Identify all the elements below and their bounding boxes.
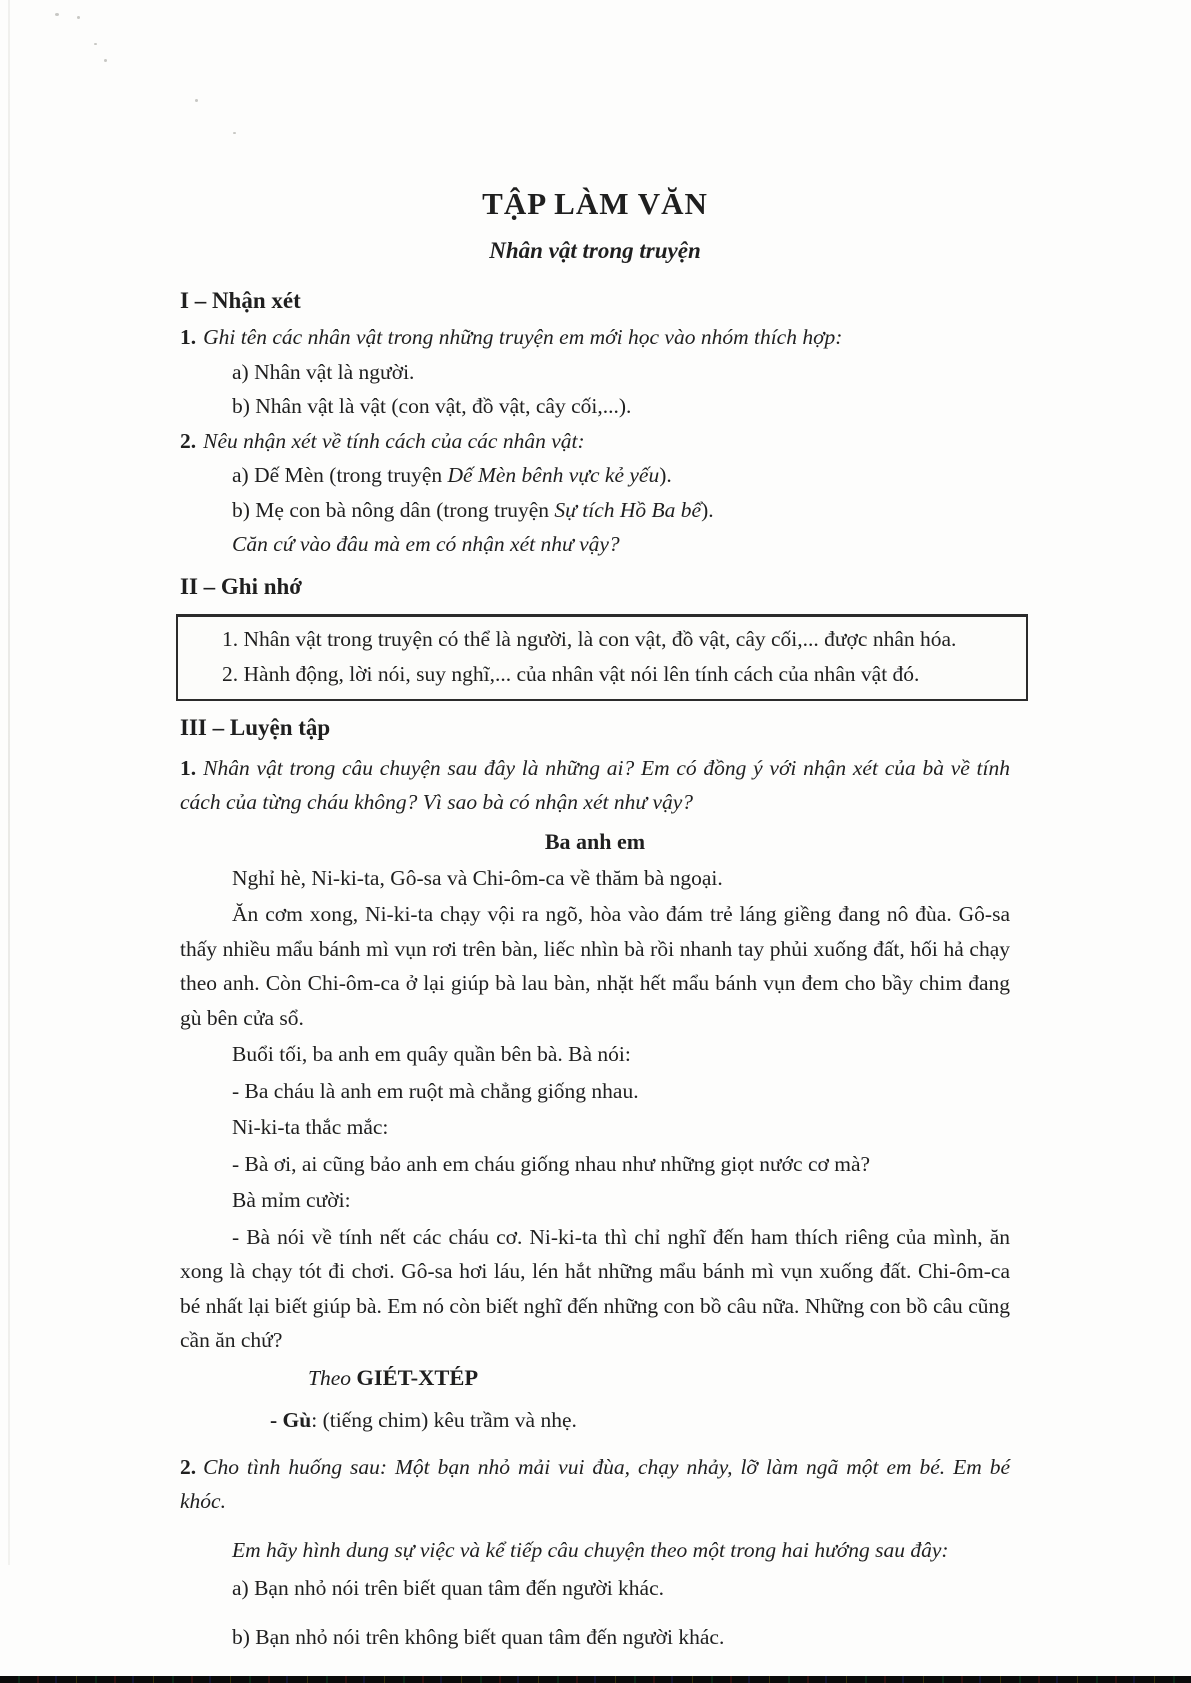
glossary-term: - Gù	[270, 1408, 312, 1432]
story-title-reference: Sự tích Hồ Ba bể	[554, 497, 702, 522]
glossary-definition: : (tiếng chim) kêu trầm và nhẹ.	[311, 1408, 577, 1432]
item-number: 1.	[180, 755, 197, 780]
story-paragraph: Ni-ki-ta thắc mắc:	[232, 1115, 389, 1139]
option-text: ).	[701, 497, 714, 522]
story-title-reference: Dế Mèn bênh vực kẻ yếu	[447, 463, 660, 487]
story-paragraph: - Bà nói về tính nết các cháu cơ. Ni-ki-ta thì chỉ nghĩ đến ham thích riêng của mình, ăn xong là chạy tót đi chơi. Gô-sa hơi láu, lén hắt những mẩu bánh mì vụn xuống đất. Chi-ôm-ca bé nhất lại biết giúp bà. Em nó còn biết nghĩ đến những con bồ câu nữa. Những con bồ câu cũng cần ăn chứ?	[180, 1224, 1010, 1352]
practice-2-instruction: Em hãy hình dung sự việc và kể tiếp câu chuyện theo một trong hai hướng sau đây:	[232, 1537, 949, 1562]
option-text: ).	[659, 463, 672, 487]
item-number: 2.	[180, 428, 197, 453]
scan-bottom-edge-bar	[0, 1676, 1191, 1683]
practice-2-option-b: b) Bạn nhỏ nói trên không biết quan tâm đến người khác.	[232, 1624, 725, 1649]
practice-2-option-a: a) Bạn nhỏ nói trên biết quan tâm đến người khác.	[232, 1576, 665, 1600]
memo-line-2: 2. Hành động, lời nói, suy nghĩ,... của nhân vật nói lên tính cách của nhân vật đó.	[222, 661, 920, 686]
attribution-prefix: Theo	[308, 1365, 357, 1390]
option-text: a) Dế Mèn (trong truyện	[232, 463, 448, 487]
item-text: Ghi tên các nhân vật trong những truyện em mới học vào nhóm thích hợp:	[203, 325, 843, 349]
attribution-source: GIÉT-XTÉP	[356, 1364, 479, 1390]
practice-1-prompt	[180, 751, 1010, 820]
section-1-heading: I – Nhận xét	[180, 288, 301, 313]
story-title: Ba anh em	[544, 828, 646, 854]
item-text: Nhân vật trong câu chuyện sau đây là những ai? Em có đồng ý với nhận xét của bà về tính cách của từng cháu không? Vì sao bà có nhận xét như vậy?	[180, 755, 1010, 814]
story-paragraph: Bà mỉm cười:	[232, 1188, 351, 1212]
story-dialogue-line: - Bà ơi, ai cũng bảo anh em cháu giống nhau như những giọt nước cơ mà?	[232, 1151, 871, 1176]
practice-2-prompt	[180, 1450, 1010, 1519]
story-paragraph: Ăn cơm xong, Ni-ki-ta chạy vội ra ngõ, hòa vào đám trẻ láng giềng đang nô đùa. Gô-sa thấy nhiều mẩu bánh mì vụn rơi trên bàn, liếc nhìn bà rồi nhanh tay phủi xuống đất, hối hả chạy theo anh. Còn Chi-ôm-ca ở lại giúp bà lau bàn, nhặt hết mẩu bánh vụn đem cho bầy chim đang gù bên cửa sổ.	[180, 902, 1010, 1030]
exercise-1-prompt	[180, 320, 1010, 355]
item-text: Cho tình huống sau: Một bạn nhỏ mải vui đùa, chạy nhảy, lỡ làm ngã một em bé. Em bé khóc.	[180, 1454, 1010, 1513]
exercise-1-option-a: a) Nhân vật là người.	[232, 359, 415, 384]
exercise-2-option-a	[180, 458, 1010, 493]
page-title: TẬP LÀM VĂN	[482, 186, 708, 221]
section-3-heading: III – Luyện tập	[180, 714, 331, 740]
page-subtitle: Nhân vật trong truyện	[489, 238, 701, 263]
exercise-2-option-b	[180, 493, 1010, 528]
memo-box	[176, 614, 1028, 701]
glossary-note	[180, 1403, 1010, 1438]
exercise-2-prompt	[180, 424, 1010, 459]
story-paragraph: Buổi tối, ba anh em quây quần bên bà. Bà nói:	[232, 1042, 631, 1066]
option-text: b) Mẹ con bà nông dân (trong truyện	[232, 497, 555, 522]
section-2-heading: II – Ghi nhớ	[180, 573, 303, 599]
exercise-1-option-b: b) Nhân vật là vật (con vật, đồ vật, cây cối,...).	[232, 394, 632, 418]
story-dialogue-line: - Ba cháu là anh em ruột mà chẳng giống nhau.	[232, 1078, 639, 1103]
memo-line-1: 1. Nhân vật trong truyện có thể là người, là con vật, đồ vật, cây cối,... được nhân hóa.	[222, 626, 957, 651]
story-attribution	[180, 1361, 1010, 1396]
item-number: 1.	[180, 325, 197, 349]
story-paragraph: Nghỉ hè, Ni-ki-ta, Gô-sa và Chi-ôm-ca về thăm bà ngoại.	[232, 865, 723, 890]
item-number: 2.	[180, 1454, 197, 1479]
exercise-2-note: Căn cứ vào đâu mà em có nhận xét như vậy?	[232, 532, 620, 556]
item-text: Nêu nhận xét về tính cách của các nhân vật:	[203, 428, 585, 453]
